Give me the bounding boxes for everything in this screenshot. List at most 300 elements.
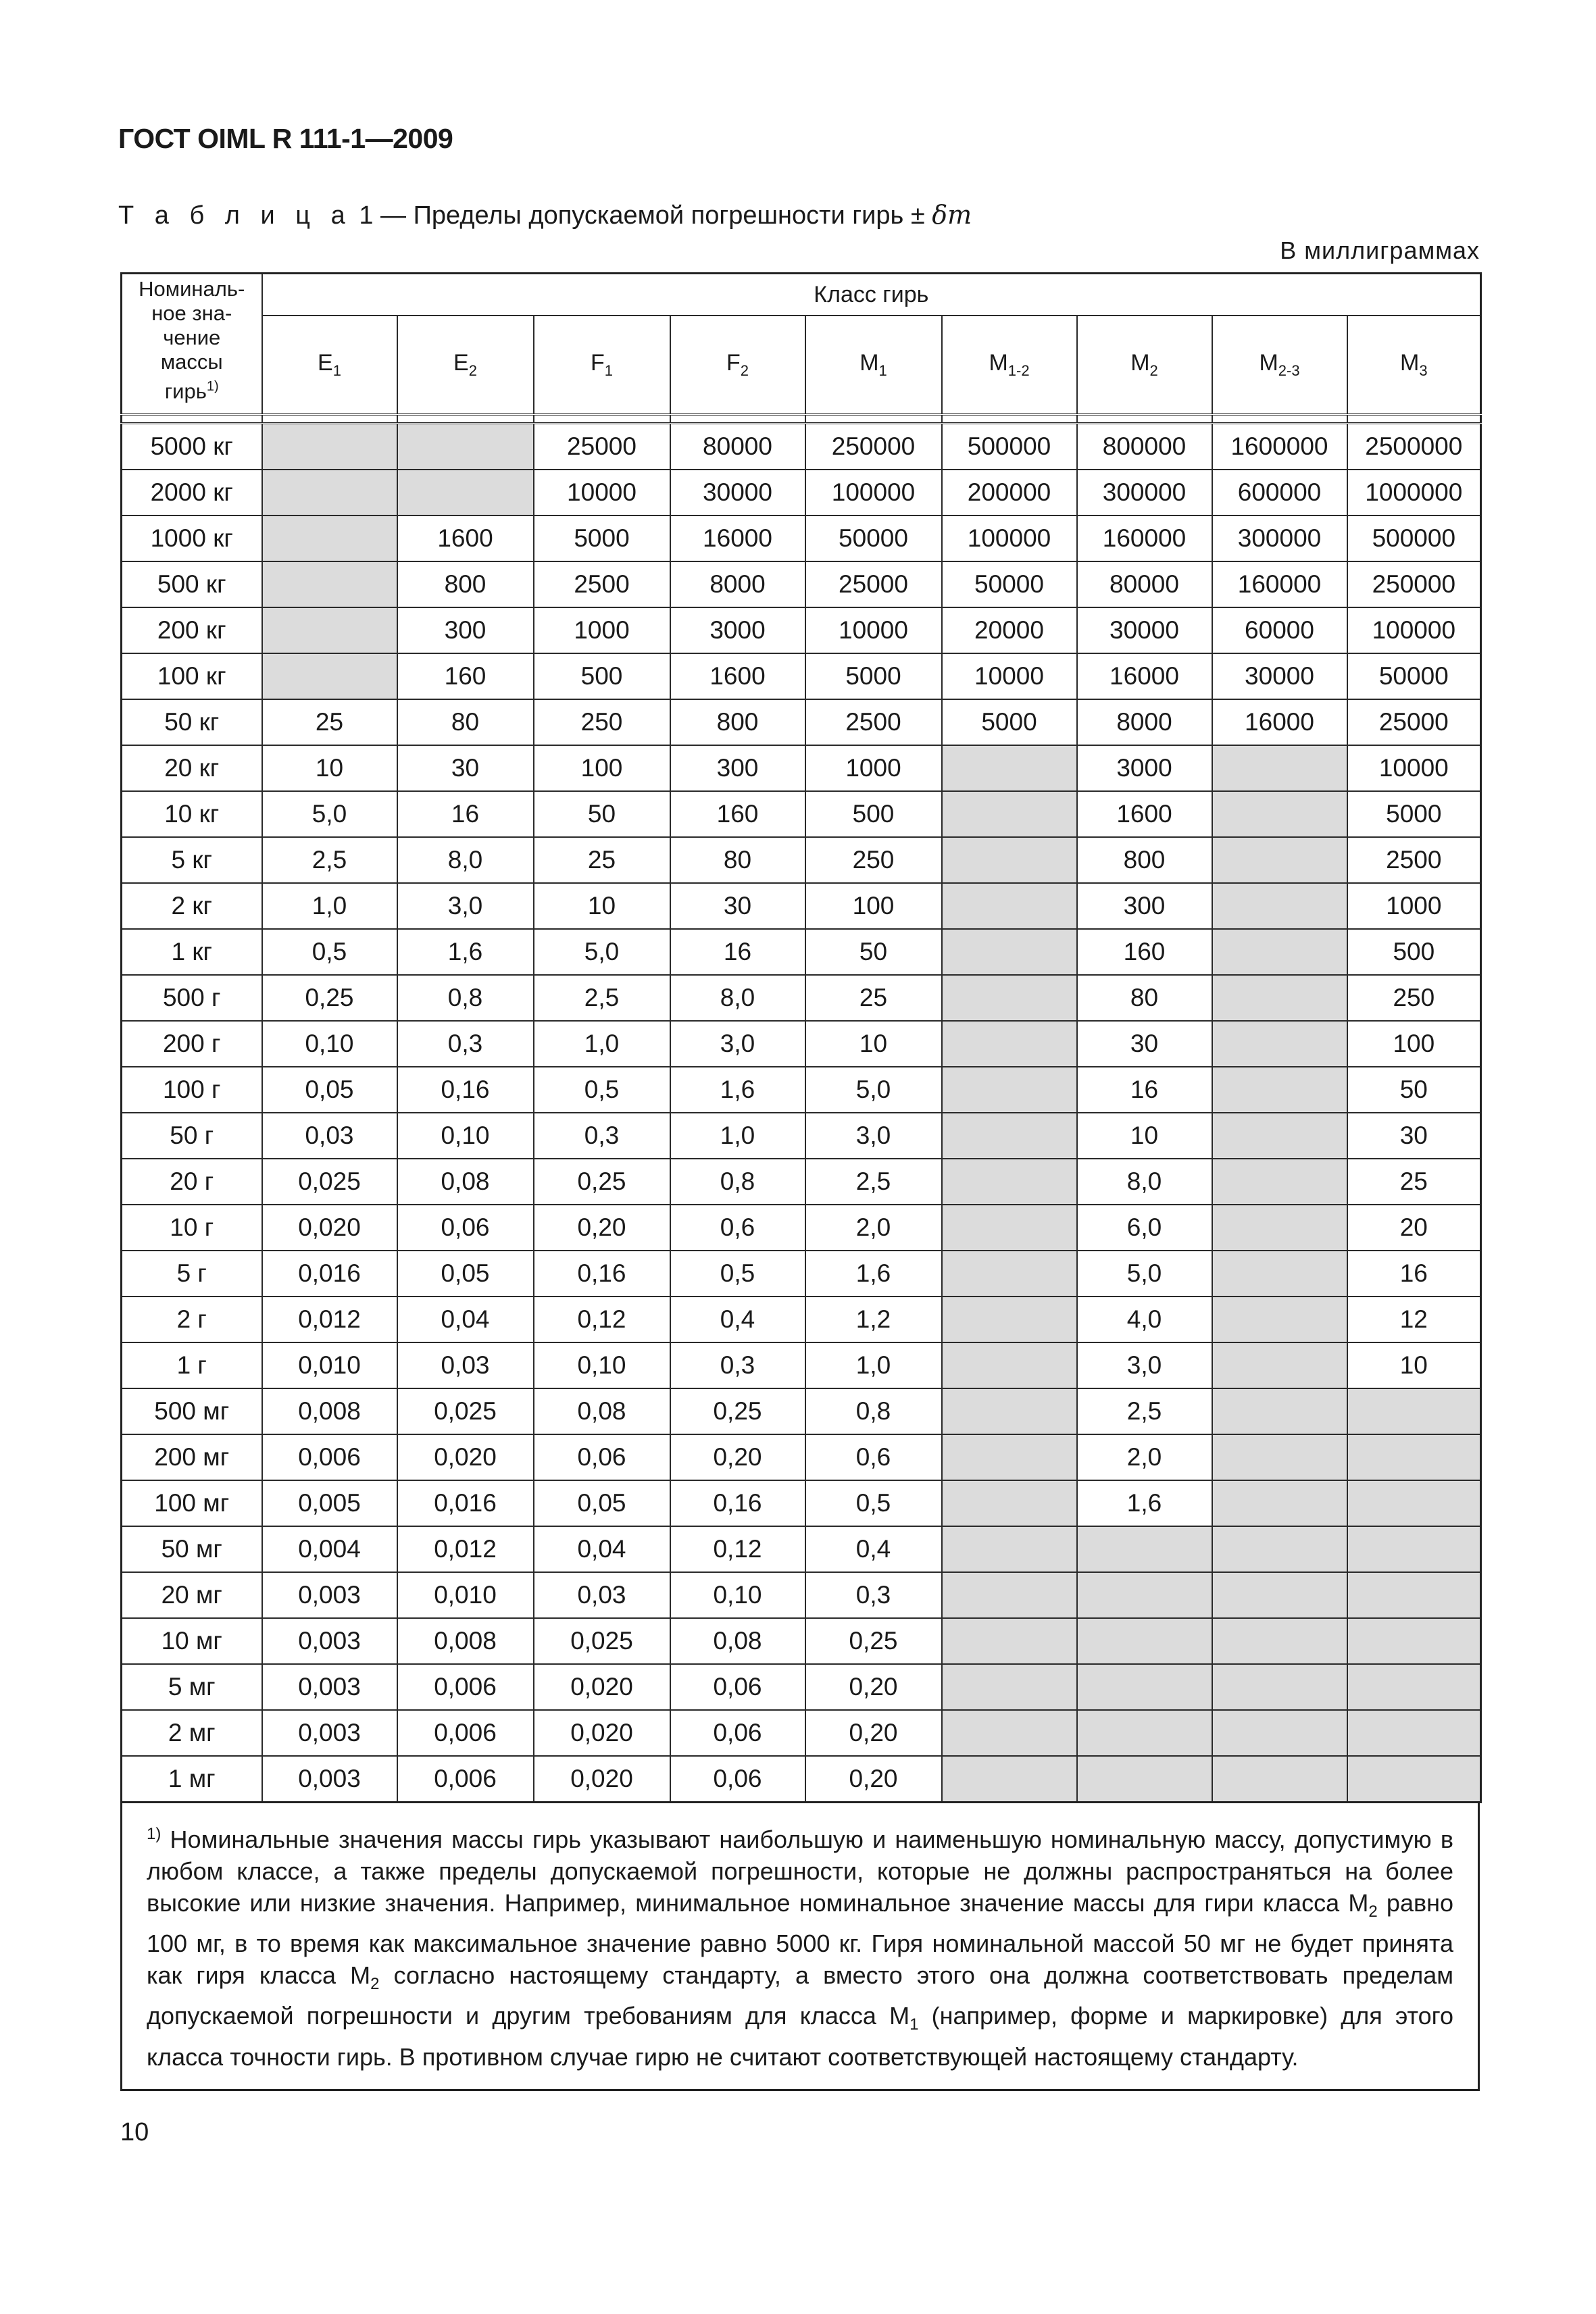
- tolerance-cell: 0,010: [262, 1342, 397, 1388]
- not-applicable-cell: [1212, 1342, 1347, 1388]
- tolerance-cell: 250000: [805, 424, 942, 470]
- not-applicable-cell: [942, 745, 1077, 791]
- not-applicable-cell: [1212, 929, 1347, 975]
- not-applicable-cell: [1077, 1756, 1212, 1803]
- not-applicable-cell: [1212, 1526, 1347, 1572]
- tolerance-cell: 2,5: [1077, 1388, 1212, 1434]
- tolerance-cell: 3,0: [670, 1021, 805, 1067]
- tolerance-cell: 0,010: [397, 1572, 534, 1618]
- table-row: [122, 1113, 1481, 1159]
- not-applicable-cell: [397, 424, 534, 470]
- tolerance-cell: 0,006: [397, 1756, 534, 1803]
- table-row: [122, 837, 1481, 883]
- not-applicable-cell: [1077, 1572, 1212, 1618]
- tolerance-cell: 2500000: [1347, 424, 1481, 470]
- table-row: [122, 1388, 1481, 1434]
- tolerance-cell: 5,0: [805, 1067, 942, 1113]
- table-row: [122, 1297, 1481, 1342]
- tolerance-cell: 160: [670, 791, 805, 837]
- not-applicable-cell: [942, 1205, 1077, 1251]
- not-applicable-cell: [1077, 1526, 1212, 1572]
- tolerance-cell: 0,20: [534, 1205, 670, 1251]
- tolerance-cell: 10: [1347, 1342, 1481, 1388]
- tolerance-cell: 2500: [805, 699, 942, 745]
- tolerance-cell: 2,5: [262, 837, 397, 883]
- tolerance-cell: 25000: [1347, 699, 1481, 745]
- table-row: [122, 1480, 1481, 1526]
- nominal-value-cell: 1 г: [122, 1342, 262, 1388]
- tolerance-cell: 50000: [1347, 653, 1481, 699]
- tolerance-cell: 1,2: [805, 1297, 942, 1342]
- tolerance-cell: 16000: [1212, 699, 1347, 745]
- tolerance-cell: 2,0: [805, 1205, 942, 1251]
- tolerance-cell: 0,3: [397, 1021, 534, 1067]
- tolerance-cell: 5,0: [1077, 1251, 1212, 1297]
- tolerance-cell: 0,05: [534, 1480, 670, 1526]
- class-header-m1: $M_1$: [805, 316, 942, 415]
- tolerance-cell: 25000: [534, 424, 670, 470]
- tolerance-cell: 250: [534, 699, 670, 745]
- tolerance-cell: 8,0: [397, 837, 534, 883]
- tolerance-cell: 200000: [942, 470, 1077, 515]
- nominal-value-cell: 10 г: [122, 1205, 262, 1251]
- not-applicable-cell: [1212, 1710, 1347, 1756]
- tolerance-cell: 0,06: [397, 1205, 534, 1251]
- table-row: [122, 1159, 1481, 1205]
- table-row: [122, 791, 1481, 837]
- nominal-value-header: Номиналь- ное зна- чение массы гирь$^{1)}$: [122, 274, 262, 415]
- not-applicable-cell: [1347, 1618, 1481, 1664]
- tolerance-cell: 0,025: [262, 1159, 397, 1205]
- not-applicable-cell: [1077, 1618, 1212, 1664]
- nominal-value-cell: 2 мг: [122, 1710, 262, 1756]
- tolerance-cell: 16: [1347, 1251, 1481, 1297]
- tolerance-cell: 0,003: [262, 1664, 397, 1710]
- not-applicable-cell: [942, 837, 1077, 883]
- weight-class-header: Класс гирь: [262, 274, 1481, 316]
- tolerance-cell: 160000: [1077, 515, 1212, 561]
- table-row: [122, 883, 1481, 929]
- tolerance-cell: 500: [534, 653, 670, 699]
- tolerance-cell: 5000: [534, 515, 670, 561]
- weights-table-block: [120, 272, 1480, 2091]
- table-row: [122, 1021, 1481, 1067]
- tolerance-cell: 100000: [942, 515, 1077, 561]
- nominal-value-cell: 500 мг: [122, 1388, 262, 1434]
- tolerance-cell: 1600000: [1212, 424, 1347, 470]
- tolerance-cell: 1,0: [805, 1342, 942, 1388]
- not-applicable-cell: [1212, 1205, 1347, 1251]
- table-row: [122, 1342, 1481, 1388]
- caption-prefix: Т а б л и ц а: [118, 201, 352, 230]
- tolerance-cell: 3000: [670, 607, 805, 653]
- not-applicable-cell: [1347, 1526, 1481, 1572]
- tolerance-cell: 30: [397, 745, 534, 791]
- tolerance-cell: 0,020: [534, 1664, 670, 1710]
- not-applicable-cell: [942, 883, 1077, 929]
- tolerance-cell: 0,25: [670, 1388, 805, 1434]
- not-applicable-cell: [262, 561, 397, 607]
- tolerance-cell: 0,006: [262, 1434, 397, 1480]
- tolerance-cell: 160000: [1212, 561, 1347, 607]
- table-row: [122, 975, 1481, 1021]
- nominal-value-cell: 20 кг: [122, 745, 262, 791]
- not-applicable-cell: [942, 1618, 1077, 1664]
- not-applicable-cell: [942, 1710, 1077, 1756]
- tolerance-cell: 0,003: [262, 1756, 397, 1803]
- not-applicable-cell: [262, 653, 397, 699]
- not-applicable-cell: [942, 975, 1077, 1021]
- tolerance-cell: 0,16: [397, 1067, 534, 1113]
- tolerance-cell: 0,020: [534, 1710, 670, 1756]
- table-row: [122, 470, 1481, 515]
- tolerance-cell: 500: [1347, 929, 1481, 975]
- tolerance-cell: 1000: [805, 745, 942, 791]
- tolerance-cell: 0,20: [670, 1434, 805, 1480]
- tolerance-cell: 25: [262, 699, 397, 745]
- tolerance-cell: 2500: [534, 561, 670, 607]
- tolerance-cell: 0,06: [670, 1756, 805, 1803]
- tolerance-cell: 0,10: [397, 1113, 534, 1159]
- tolerance-cell: 0,05: [262, 1067, 397, 1113]
- tolerance-cell: 25: [805, 975, 942, 1021]
- tolerance-cell: 3,0: [397, 883, 534, 929]
- tolerance-cell: 0,06: [534, 1434, 670, 1480]
- tolerance-cell: 0,004: [262, 1526, 397, 1572]
- not-applicable-cell: [1212, 1388, 1347, 1434]
- class-header-f2: $F_2$: [670, 316, 805, 415]
- tolerance-cell: 500000: [1347, 515, 1481, 561]
- tolerance-cell: 300: [397, 607, 534, 653]
- not-applicable-cell: [1212, 1159, 1347, 1205]
- not-applicable-cell: [942, 1251, 1077, 1297]
- not-applicable-cell: [1212, 1113, 1347, 1159]
- tolerance-cell: 0,3: [670, 1342, 805, 1388]
- not-applicable-cell: [1212, 1480, 1347, 1526]
- tolerance-cell: 0,5: [805, 1480, 942, 1526]
- tolerance-cell: 800: [670, 699, 805, 745]
- tolerance-cell: 0,12: [670, 1526, 805, 1572]
- tolerance-cell: 5000: [1347, 791, 1481, 837]
- tolerance-cell: 1,6: [397, 929, 534, 975]
- tolerance-cell: 0,005: [262, 1480, 397, 1526]
- tolerance-cell: 300000: [1212, 515, 1347, 561]
- tolerance-cell: 10: [534, 883, 670, 929]
- tolerance-cell: 0,025: [534, 1618, 670, 1664]
- tolerance-cell: 0,4: [805, 1526, 942, 1572]
- not-applicable-cell: [1212, 1572, 1347, 1618]
- tolerance-cell: 0,03: [262, 1113, 397, 1159]
- table-row: [122, 1664, 1481, 1710]
- tolerance-cell: 0,8: [670, 1159, 805, 1205]
- tolerance-cell: 0,006: [397, 1710, 534, 1756]
- not-applicable-cell: [942, 1480, 1077, 1526]
- document-header: ГОСТ OIML R 111-1—2009: [118, 123, 453, 154]
- tolerance-cell: 12: [1347, 1297, 1481, 1342]
- tolerance-cell: 100: [805, 883, 942, 929]
- table-row: [122, 607, 1481, 653]
- not-applicable-cell: [942, 1756, 1077, 1803]
- not-applicable-cell: [1347, 1756, 1481, 1803]
- not-applicable-cell: [1212, 837, 1347, 883]
- tolerance-cell: 1,0: [534, 1021, 670, 1067]
- nominal-value-cell: 10 кг: [122, 791, 262, 837]
- header-separator: [122, 415, 1481, 424]
- nominal-value-cell: 100 кг: [122, 653, 262, 699]
- tolerance-cell: 800000: [1077, 424, 1212, 470]
- tolerance-cell: 8000: [1077, 699, 1212, 745]
- class-header-m1-2: $M_{1-2}$: [942, 316, 1077, 415]
- tolerance-cell: 0,20: [805, 1756, 942, 1803]
- class-header-m2: $M_2$: [1077, 316, 1212, 415]
- tolerance-cell: 8,0: [1077, 1159, 1212, 1205]
- tolerance-cell: 0,20: [805, 1710, 942, 1756]
- tolerance-cell: 6,0: [1077, 1205, 1212, 1251]
- tolerance-cell: 1000: [534, 607, 670, 653]
- tolerance-cell: 100000: [805, 470, 942, 515]
- nominal-value-cell: 2 г: [122, 1297, 262, 1342]
- tolerance-cell: 0,08: [670, 1618, 805, 1664]
- tolerance-cell: 25: [1347, 1159, 1481, 1205]
- not-applicable-cell: [1347, 1710, 1481, 1756]
- tolerance-cell: 0,03: [534, 1572, 670, 1618]
- tolerance-cell: 80000: [1077, 561, 1212, 607]
- not-applicable-cell: [1077, 1664, 1212, 1710]
- nominal-value-cell: 200 мг: [122, 1434, 262, 1480]
- tolerance-cell: 0,006: [397, 1664, 534, 1710]
- not-applicable-cell: [942, 1159, 1077, 1205]
- tolerance-cell: 8,0: [670, 975, 805, 1021]
- tolerance-cell: 0,10: [670, 1572, 805, 1618]
- tolerance-cell: 25: [534, 837, 670, 883]
- not-applicable-cell: [1212, 1067, 1347, 1113]
- tolerance-cell: 10: [1077, 1113, 1212, 1159]
- not-applicable-cell: [1347, 1480, 1481, 1526]
- tolerance-cell: 50000: [942, 561, 1077, 607]
- nominal-value-cell: 50 мг: [122, 1526, 262, 1572]
- tolerance-cell: 60000: [1212, 607, 1347, 653]
- tolerance-cell: 0,020: [397, 1434, 534, 1480]
- tolerance-cell: 3000: [1077, 745, 1212, 791]
- tolerance-cell: 800: [1077, 837, 1212, 883]
- not-applicable-cell: [942, 1572, 1077, 1618]
- tolerance-cell: 0,04: [397, 1297, 534, 1342]
- tolerance-cell: 0,05: [397, 1251, 534, 1297]
- nominal-value-cell: 1000 кг: [122, 515, 262, 561]
- tolerance-cell: 1600: [397, 515, 534, 561]
- tolerance-cell: 0,08: [397, 1159, 534, 1205]
- tolerance-cell: 0,04: [534, 1526, 670, 1572]
- not-applicable-cell: [1347, 1572, 1481, 1618]
- table-row: [122, 561, 1481, 607]
- tolerance-cell: 10000: [1347, 745, 1481, 791]
- tolerance-cell: 30: [1077, 1021, 1212, 1067]
- not-applicable-cell: [262, 424, 397, 470]
- tolerance-cell: 100: [534, 745, 670, 791]
- tolerance-cell: 2,0: [1077, 1434, 1212, 1480]
- not-applicable-cell: [1347, 1664, 1481, 1710]
- not-applicable-cell: [942, 1342, 1077, 1388]
- tolerance-cell: 0,003: [262, 1618, 397, 1664]
- tolerance-cell: 0,016: [262, 1251, 397, 1297]
- tolerance-cell: 30: [1347, 1113, 1481, 1159]
- not-applicable-cell: [1347, 1388, 1481, 1434]
- tolerance-cell: 250: [1347, 975, 1481, 1021]
- not-applicable-cell: [942, 1664, 1077, 1710]
- tolerance-cell: 0,6: [670, 1205, 805, 1251]
- tolerance-cell: 1000: [1347, 883, 1481, 929]
- class-header-e2: $E_2$: [397, 316, 534, 415]
- tolerance-cell: 0,10: [262, 1021, 397, 1067]
- tolerance-cell: 0,3: [805, 1572, 942, 1618]
- tolerance-cell: 10: [805, 1021, 942, 1067]
- not-applicable-cell: [1212, 1434, 1347, 1480]
- tolerance-cell: 0,5: [534, 1067, 670, 1113]
- tolerance-cell: 0,25: [262, 975, 397, 1021]
- tolerance-cell: 250000: [1347, 561, 1481, 607]
- tolerance-cell: 100000: [1347, 607, 1481, 653]
- tolerance-cell: 300000: [1077, 470, 1212, 515]
- tolerance-cell: 0,08: [534, 1388, 670, 1434]
- tolerance-cell: 16000: [670, 515, 805, 561]
- not-applicable-cell: [1212, 1251, 1347, 1297]
- table-row: [122, 1618, 1481, 1664]
- nominal-value-cell: 20 мг: [122, 1572, 262, 1618]
- table-row: [122, 1434, 1481, 1480]
- tolerance-cell: 0,5: [262, 929, 397, 975]
- tolerance-cell: 1,0: [670, 1113, 805, 1159]
- not-applicable-cell: [942, 929, 1077, 975]
- nominal-value-cell: 1 мг: [122, 1756, 262, 1803]
- tolerance-cell: 0,12: [534, 1297, 670, 1342]
- tolerance-cell: 0,25: [805, 1618, 942, 1664]
- tolerance-cell: 160: [397, 653, 534, 699]
- tolerance-cell: 300: [670, 745, 805, 791]
- tolerance-cell: 0,016: [397, 1480, 534, 1526]
- not-applicable-cell: [942, 791, 1077, 837]
- caption-symbol: δm: [932, 200, 972, 230]
- not-applicable-cell: [1212, 1297, 1347, 1342]
- tolerance-cell: 250: [805, 837, 942, 883]
- nominal-value-cell: 500 г: [122, 975, 262, 1021]
- tolerance-cell: 0,008: [397, 1618, 534, 1664]
- table-row: [122, 1756, 1481, 1803]
- not-applicable-cell: [262, 607, 397, 653]
- tolerance-cell: 1600: [670, 653, 805, 699]
- tolerance-cell: 100: [1347, 1021, 1481, 1067]
- tolerance-cell: 300: [1077, 883, 1212, 929]
- tolerance-cell: 0,008: [262, 1388, 397, 1434]
- unit-note: В миллиграммах: [1280, 236, 1480, 264]
- not-applicable-cell: [1212, 1618, 1347, 1664]
- tolerance-cell: 30000: [1212, 653, 1347, 699]
- tolerance-cell: 80000: [670, 424, 805, 470]
- tolerance-cell: 5,0: [534, 929, 670, 975]
- not-applicable-cell: [1212, 791, 1347, 837]
- tolerance-cell: 0,003: [262, 1710, 397, 1756]
- not-applicable-cell: [942, 1113, 1077, 1159]
- tolerance-cell: 0,003: [262, 1572, 397, 1618]
- nominal-value-cell: 20 г: [122, 1159, 262, 1205]
- tolerance-cell: 0,012: [262, 1297, 397, 1342]
- tolerance-cell: 0,10: [534, 1342, 670, 1388]
- tolerance-cell: 2500: [1347, 837, 1481, 883]
- tolerance-cell: 50: [534, 791, 670, 837]
- not-applicable-cell: [942, 1434, 1077, 1480]
- nominal-value-cell: 200 г: [122, 1021, 262, 1067]
- not-applicable-cell: [942, 1067, 1077, 1113]
- tolerance-cell: 80: [1077, 975, 1212, 1021]
- table-row: [122, 929, 1481, 975]
- tolerance-cell: 50: [1347, 1067, 1481, 1113]
- table-row: [122, 1710, 1481, 1756]
- tolerance-cell: 0,06: [670, 1710, 805, 1756]
- not-applicable-cell: [1212, 1664, 1347, 1710]
- not-applicable-cell: [262, 515, 397, 561]
- tolerance-cell: 0,012: [397, 1526, 534, 1572]
- table-row: [122, 1572, 1481, 1618]
- table-row: [122, 745, 1481, 791]
- tolerance-cell: 20: [1347, 1205, 1481, 1251]
- nominal-value-cell: 5 г: [122, 1251, 262, 1297]
- tolerance-cell: 1,6: [805, 1251, 942, 1297]
- tolerance-cell: 1600: [1077, 791, 1212, 837]
- caption-text: 1 — Пределы допускаемой погрешности гирь ±: [359, 201, 925, 230]
- tolerance-cell: 500000: [942, 424, 1077, 470]
- not-applicable-cell: [397, 470, 534, 515]
- nominal-value-cell: 5000 кг: [122, 424, 262, 470]
- tolerance-cell: 10: [262, 745, 397, 791]
- table-row: [122, 699, 1481, 745]
- table-footnote: $^{1)}$ Номинальные значения массы гирь указывают наибольшую и наименьшую номинальную массу, допустимую в любом классе, а также пределы допускаемой погрешности, которые не должны распространяться на более высокие или низкие значения. Например, минимальное номинальное значение массы для гири класса $M_2$ равно 100 мг, в то время как максимальное значение равно 5000 кг. Гиря номинальной массой 50 мг не будет принята как гиря класса $M_2$ согласно настоящему стандарту, а вместо этого она должна соответствовать пределам допускаемой погрешности и другим требованиям для класса $M_1$ (например, форме и маркировке) для этого класса точности гирь. В противном случае гирю не считают соответствующей настоящему стандарту.: [120, 1803, 1480, 2091]
- tolerance-cell: 0,03: [397, 1342, 534, 1388]
- table-row: [122, 1251, 1481, 1297]
- tolerance-cell: 500: [805, 791, 942, 837]
- table-row: [122, 515, 1481, 561]
- tolerance-cell: 0,16: [670, 1480, 805, 1526]
- not-applicable-cell: [1212, 745, 1347, 791]
- tolerance-cell: 0,020: [534, 1756, 670, 1803]
- tolerance-cell: 4,0: [1077, 1297, 1212, 1342]
- tolerance-cell: 5,0: [262, 791, 397, 837]
- class-header-e1: $E_1$: [262, 316, 397, 415]
- tolerance-cell: 50000: [805, 515, 942, 561]
- nominal-value-cell: 1 кг: [122, 929, 262, 975]
- table-row: [122, 1526, 1481, 1572]
- class-header-m3: $M_3$: [1347, 316, 1481, 415]
- tolerance-cell: 16: [397, 791, 534, 837]
- tolerance-cell: 0,8: [805, 1388, 942, 1434]
- not-applicable-cell: [942, 1297, 1077, 1342]
- tolerance-cell: 2,5: [805, 1159, 942, 1205]
- not-applicable-cell: [1212, 1756, 1347, 1803]
- tolerance-cell: 16: [670, 929, 805, 975]
- tolerance-cell: 30000: [1077, 607, 1212, 653]
- tolerance-cell: 10000: [942, 653, 1077, 699]
- tolerance-cell: 5000: [805, 653, 942, 699]
- not-applicable-cell: [942, 1388, 1077, 1434]
- tolerance-cell: 16: [1077, 1067, 1212, 1113]
- tolerance-cell: 0,5: [670, 1251, 805, 1297]
- nominal-value-cell: 50 кг: [122, 699, 262, 745]
- tolerance-cell: 30: [670, 883, 805, 929]
- not-applicable-cell: [262, 470, 397, 515]
- tolerance-cell: 10000: [534, 470, 670, 515]
- nominal-value-cell: 2000 кг: [122, 470, 262, 515]
- tolerance-cell: 50: [805, 929, 942, 975]
- tolerance-cell: 3,0: [1077, 1342, 1212, 1388]
- table-row: [122, 653, 1481, 699]
